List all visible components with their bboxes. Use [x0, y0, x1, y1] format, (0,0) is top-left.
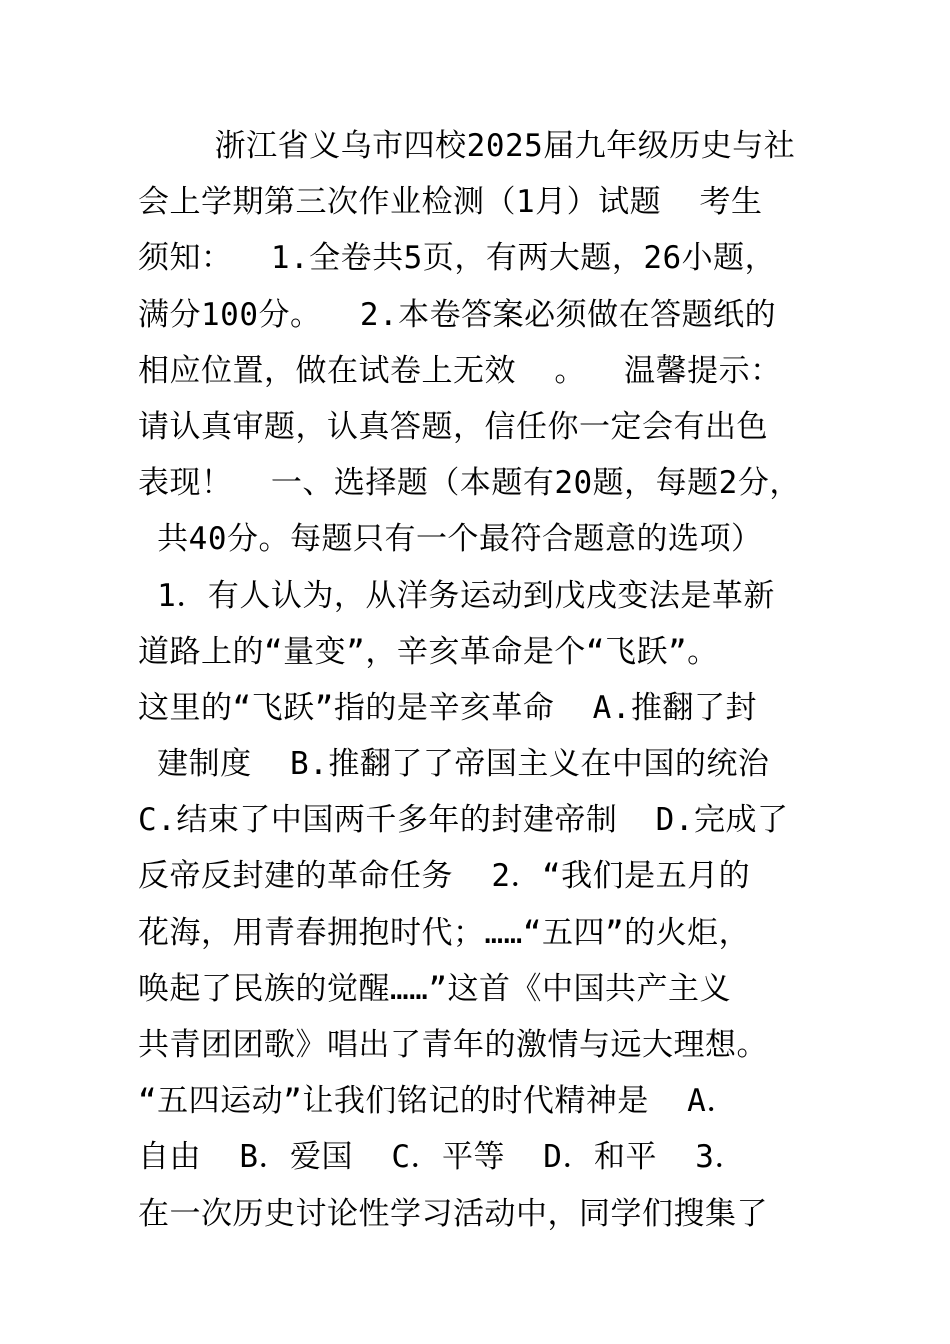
text-line-18: “五四运动”让我们铭记的时代精神是 A． [138, 1083, 738, 1120]
text-line-16: 唤起了民族的觉醒……”这首《中国共产主义 [138, 970, 731, 1007]
text-line-4: 满分100分。 2.本卷答案必须做在答题纸的 [138, 296, 777, 333]
text-line-2: 会上学期第三次作业检测（1月）试题 考生 [138, 184, 763, 221]
text-line-8: 共40分。每题只有一个最符合题意的选项） [138, 521, 763, 558]
text-line-20: 在一次历史讨论性学习活动中，同学们搜集了 [138, 1195, 768, 1232]
text-line-15: 花海，用青春拥抱时代；……“五四”的火炬， [138, 914, 751, 951]
document-text [138, 118, 838, 1242]
text-line-11: 这里的“飞跃”指的是辛亥革命 A.推翻了封 [138, 689, 757, 726]
text-line-12: 建制度 B.推翻了了帝国主义在中国的统治 [138, 746, 770, 783]
text-line-13: C.结束了中国两千多年的封建帝制 D.完成了 [138, 802, 789, 839]
text-line-9: 1．有人认为，从洋务运动到戊戌变法是革新 [138, 577, 775, 614]
text-line-7: 表现！ 一、选择题（本题有20题，每题2分， [138, 465, 801, 502]
text-line-17: 共青团团歌》唱出了青年的激情与远大理想。 [138, 1027, 768, 1063]
text-line-1: 浙江省义乌市四校2025届九年级历史与社 [138, 128, 796, 164]
text-line-10: 道路上的“量变”，辛亥革命是个“飞跃”。 [138, 633, 719, 670]
text-line-19: 自由 B．爱国 C．平等 D．和平 3． [138, 1139, 746, 1176]
text-line-3: 须知： 1.全卷共5页，有两大题，26小题， [138, 240, 777, 277]
text-line-14: 反帝反封建的革命任务 2．“我们是五月的 [138, 858, 751, 895]
text-line-6: 请认真审题，认真答题，信任你一定会有出色 [138, 408, 768, 445]
text-line-5: 相应位置，做在试卷上无效 。 温馨提示： [138, 352, 782, 389]
